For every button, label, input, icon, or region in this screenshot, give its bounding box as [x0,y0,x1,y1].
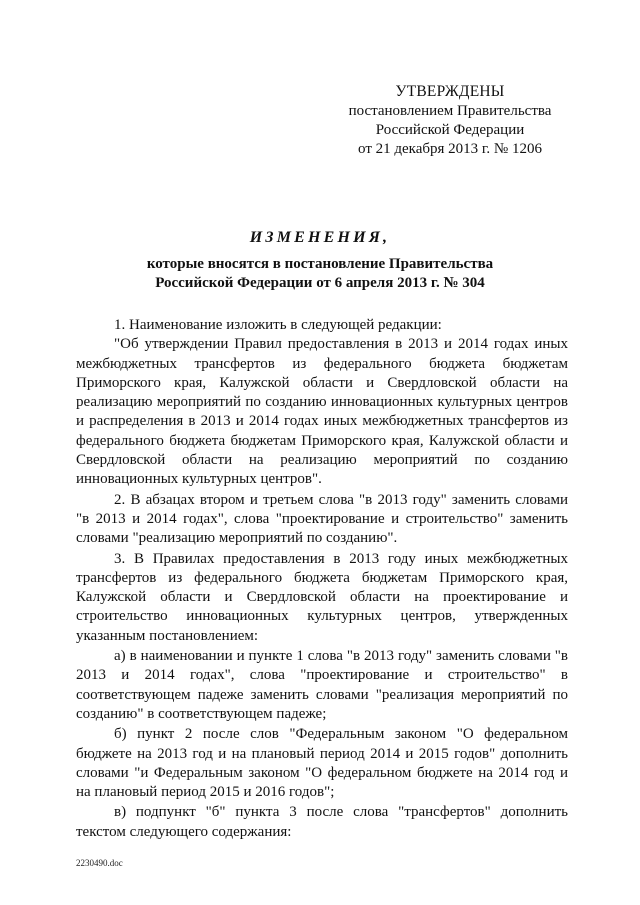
paragraph-1: 1. Наименование изложить в следующей редакции: [114,317,442,333]
document-heading [0,228,640,293]
approval-line-1: постановлением Правительства [348,103,552,119]
paragraph-7: в) подпункт "б" пункта 3 после слова "трансфертов" дополнить текстом следующего содержания: [76,804,568,840]
heading-subtitle-2: Российской Федерации от 6 апреля 2013 г. № 304 [155,275,485,291]
heading-title: ИЗМЕНЕНИЯ, [249,229,391,246]
approval-block [325,82,575,159]
approval-title: УТВЕРЖДЕНЫ [395,83,505,100]
heading-subtitle-1: которые вносятся в постановление Правительства [146,256,494,272]
document-body [76,316,568,842]
paragraph-3: 2. В абзацах втором и третьем слова "в 2013 году" заменить словами "в 2013 и 2014 годах", слова "проектирование и строительство" заменить словами "реализацию мероприятий по созданию". [76,491,568,547]
file-name-footer: 2230490.doc [76,858,123,868]
paragraph-4: 3. В Правилах предоставления в 2013 году иных межбюджетных трансфертов из федерального бюджета бюджетам Приморского края, Калужской области и Свердловской области на проектирование и строительство инновационных культурных центров, утвержденных указанным постановлением: [76,550,568,644]
paragraph-6: б) пункт 2 после слов "Федеральным законом "О федеральном бюджете на 2013 год и на плановый период 2014 и 2015 годов" дополнить словами "и Федеральным законом "О федеральном бюджете на 2014 год и на плановый период 2015 и 2016 годов"; [76,726,568,801]
approval-line-2: Российской Федерации [375,122,525,138]
paragraph-5: а) в наименовании и пункте 1 слова "в 2013 году" заменить словами "в 2013 и 2014 годах", слова "проектирование и строительство" в соответствующем падеже заменить словами "реализация мероприятий по созданию" в соответствующем падеже; [76,648,568,722]
paragraph-2: "Об утверждении Правил предоставления в 2013 и 2014 годах иных межбюджетных трансфертов из федерального бюджета бюджетам Приморского края, Калужской области и Свердловской области на реализацию мероприятий по созданию инновационных культурных центров и распределения в 2013 и 2014 годах иных межбюджетных трансфертов из федерального бюджета бюджетам Приморского края, Калужской области и Свердловской области на реализацию мероприятий по созданию инновационных культурных центров". [76,336,568,488]
approval-line-3: от 21 декабря 2013 г. № 1206 [358,141,542,157]
